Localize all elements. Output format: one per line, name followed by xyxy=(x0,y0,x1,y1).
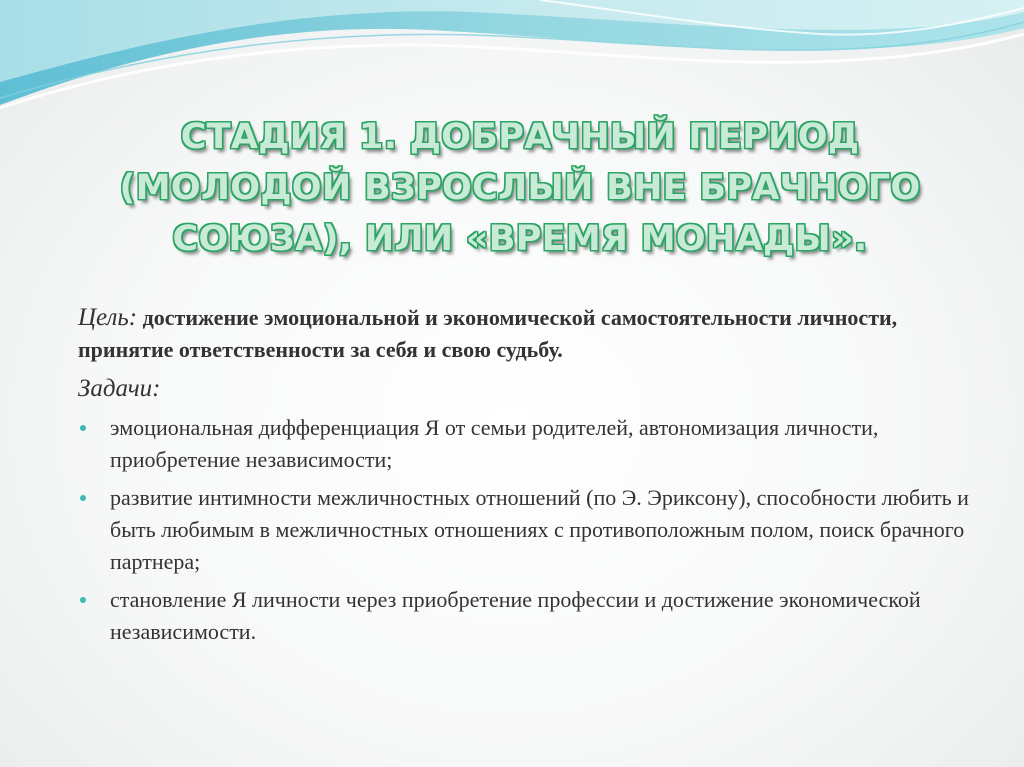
goal-paragraph xyxy=(78,302,978,366)
bullet-dot-icon xyxy=(80,425,86,431)
list-item xyxy=(78,584,978,648)
tasks-heading: Задачи: xyxy=(78,375,161,402)
decorative-wave-header xyxy=(0,0,1024,130)
task-text: развитие интимности межличностных отношений (по Э. Эриксону), способности любить и быть любимым в межличностных отношениях с противоположным полом, поиск брачного партнера; xyxy=(110,485,969,574)
list-item xyxy=(78,412,978,476)
task-text: эмоциональная дифференциация Я от семьи родителей, автономизация личности, приобретение независимости; xyxy=(110,415,879,472)
tasks-list xyxy=(78,412,978,648)
list-item xyxy=(78,482,978,578)
goal-label: Цель: xyxy=(78,304,138,331)
bullet-dot-icon xyxy=(80,597,86,603)
slide-title: СТАДИЯ 1. ДОБРАЧНЫЙ ПЕРИОД (МОЛОДОЙ ВЗРОСЛЫЙ ВНЕ БРАЧНОГО СОЮЗА), ИЛИ «ВРЕМЯ МОНАДЫ». xyxy=(119,117,921,259)
bullet-dot-icon xyxy=(80,495,86,501)
slide-body xyxy=(78,302,978,654)
goal-text: достижение эмоциональной и экономической самостоятельности личности, принятие ответственности за себя и свою судьбу. xyxy=(78,305,898,362)
task-text: становление Я личности через приобретение профессии и достижение экономической независимости. xyxy=(110,587,921,644)
